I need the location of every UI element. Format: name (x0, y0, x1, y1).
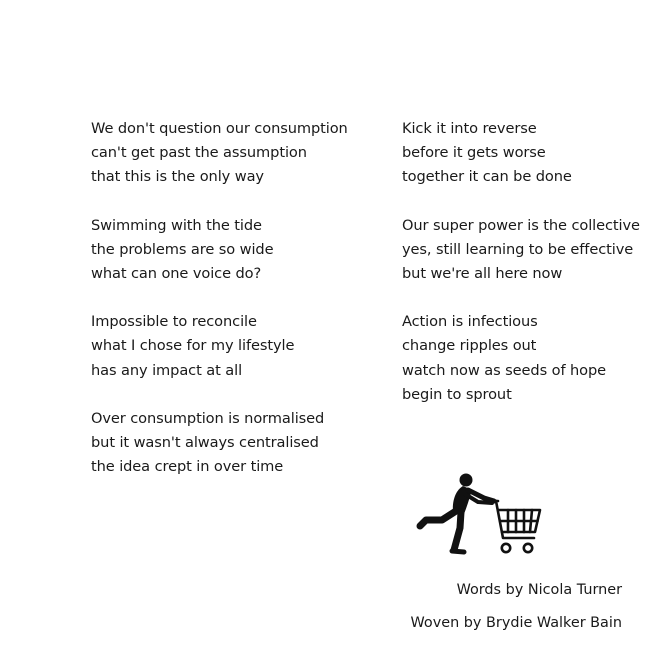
stanza (402, 214, 664, 287)
poem-line: Our super power is the collective (402, 216, 640, 234)
poem-right-column (402, 117, 664, 431)
poem-line: yes, still learning to be effective (402, 240, 634, 258)
poem-line: can't get past the assumption (91, 144, 307, 162)
poem-line: Swimming with the tide (91, 216, 262, 234)
poem-line: Over consumption is normalised (91, 409, 325, 427)
credit-words-author: Words by Nicola Turner (456, 582, 622, 598)
stanza (402, 117, 664, 190)
poem-line: watch now as seeds of hope (402, 361, 607, 379)
poem-line: before it gets worse (402, 144, 546, 162)
poem-line: has any impact at all (91, 361, 243, 379)
credit-woven-by: Woven by Brydie Walker Bain (410, 615, 622, 631)
poem-line: Action is infectious (402, 313, 538, 331)
poem-line: the idea crept in over time (91, 458, 284, 476)
stanza (91, 407, 381, 480)
poem-line: what can one voice do? (91, 265, 262, 283)
poem-line: but it wasn't always centralised (91, 434, 319, 452)
stanza (91, 310, 381, 383)
poem-line: the problems are so wide (91, 240, 274, 258)
stanza (402, 310, 664, 407)
poem-line: change ripples out (402, 337, 537, 355)
poem-line: We don't question our consumption (91, 120, 348, 137)
poem-line: Impossible to reconcile (91, 313, 257, 331)
poem-left-column (91, 117, 381, 503)
poem-line: together it can be done (402, 168, 572, 186)
poem-line: that this is the only way (91, 168, 264, 186)
poem-line: Kick it into reverse (402, 120, 537, 137)
person-pushing-shopping-cart-icon (416, 468, 544, 558)
poem-line: begin to sprout (402, 385, 512, 403)
poem-line: but we're all here now (402, 265, 563, 283)
stanza (91, 117, 381, 190)
stanza (91, 214, 381, 287)
poem-line: what I chose for my lifestyle (91, 337, 295, 355)
